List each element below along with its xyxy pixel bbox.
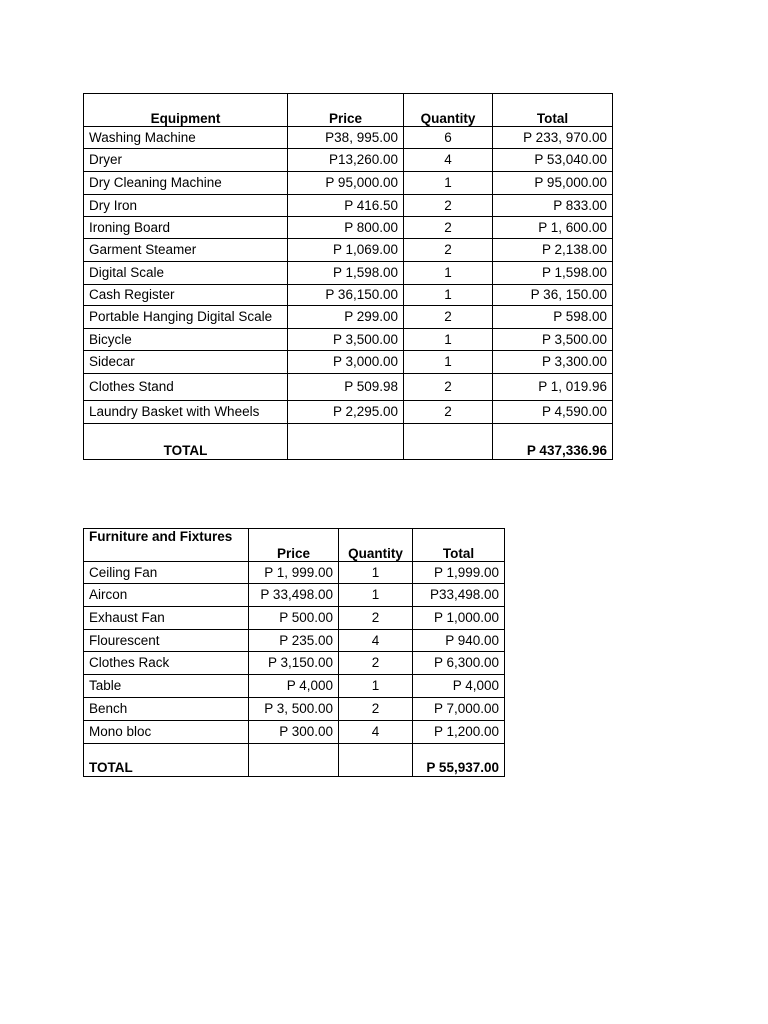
- equipment-row: [84, 329, 613, 351]
- equipment-quantity-cell: 2: [404, 195, 493, 217]
- equipment-price-cell: P 299.00: [288, 306, 404, 329]
- furniture-item-cell: Exhaust Fan: [84, 607, 249, 630]
- equipment-item-cell: Dry Iron: [84, 195, 288, 217]
- furniture-row: [84, 607, 505, 630]
- equipment-quantity-cell: 1: [404, 329, 493, 351]
- equipment-quantity-cell: 1: [404, 285, 493, 306]
- equipment-row: [84, 401, 613, 424]
- equipment-price-cell: P 3,500.00: [288, 329, 404, 351]
- furniture-quantity-cell: 4: [339, 721, 413, 744]
- equipment-row: [84, 262, 613, 285]
- furniture-header-total: Total: [413, 529, 505, 562]
- equipment-total-label: TOTAL: [84, 424, 288, 460]
- equipment-quantity-cell: 1: [404, 351, 493, 374]
- furniture-total-empty-cell: [249, 744, 339, 777]
- furniture-total-cell: P 1,000.00: [413, 607, 505, 630]
- equipment-total-cell: P 233, 970.00: [493, 127, 613, 149]
- furniture-quantity-cell: 1: [339, 584, 413, 607]
- equipment-total-cell: P 95,000.00: [493, 172, 613, 195]
- furniture-total-value: P 55,937.00: [413, 744, 505, 777]
- furniture-total-cell: P 7,000.00: [413, 698, 505, 721]
- equipment-header-quantity: Quantity: [404, 94, 493, 127]
- furniture-total-cell: P 1,999.00: [413, 562, 505, 584]
- furniture-price-cell: P 1, 999.00: [249, 562, 339, 584]
- equipment-price-cell: P 3,000.00: [288, 351, 404, 374]
- equipment-quantity-cell: 2: [404, 306, 493, 329]
- furniture-row: [84, 698, 505, 721]
- equipment-header-price: Price: [288, 94, 404, 127]
- furniture-total-row: [84, 744, 505, 777]
- furniture-price-cell: P 300.00: [249, 721, 339, 744]
- equipment-quantity-cell: 1: [404, 172, 493, 195]
- equipment-row: [84, 127, 613, 149]
- equipment-row: [84, 351, 613, 374]
- equipment-item-cell: Portable Hanging Digital Scale: [84, 306, 288, 329]
- equipment-row: [84, 374, 613, 401]
- furniture-quantity-cell: 2: [339, 607, 413, 630]
- furniture-price-cell: P 4,000: [249, 675, 339, 698]
- furniture-row: [84, 630, 505, 652]
- equipment-row: [84, 306, 613, 329]
- equipment-total-cell: P 598.00: [493, 306, 613, 329]
- furniture-item-cell: Flourescent: [84, 630, 249, 652]
- equipment-row: [84, 172, 613, 195]
- equipment-total-cell: P 4,590.00: [493, 401, 613, 424]
- furniture-header-item: Furniture and Fixtures: [84, 529, 249, 562]
- equipment-table: [83, 93, 613, 460]
- equipment-price-cell: P 1,069.00: [288, 239, 404, 262]
- equipment-total-empty-cell: [288, 424, 404, 460]
- equipment-total-cell: P 1,598.00: [493, 262, 613, 285]
- equipment-quantity-cell: 6: [404, 127, 493, 149]
- furniture-quantity-cell: 2: [339, 698, 413, 721]
- furniture-quantity-cell: 1: [339, 675, 413, 698]
- equipment-item-cell: Clothes Stand: [84, 374, 288, 401]
- furniture-item-cell: Table: [84, 675, 249, 698]
- equipment-total-value: P 437,336.96: [493, 424, 613, 460]
- furniture-total-cell: P 6,300.00: [413, 652, 505, 675]
- furniture-total-cell: P 4,000: [413, 675, 505, 698]
- equipment-total-cell: P 2,138.00: [493, 239, 613, 262]
- furniture-quantity-cell: 2: [339, 652, 413, 675]
- equipment-total-cell: P 36, 150.00: [493, 285, 613, 306]
- equipment-quantity-cell: 1: [404, 262, 493, 285]
- furniture-row: [84, 675, 505, 698]
- equipment-row: [84, 285, 613, 306]
- furniture-price-cell: P 3, 500.00: [249, 698, 339, 721]
- equipment-price-cell: P38, 995.00: [288, 127, 404, 149]
- equipment-row: [84, 149, 613, 172]
- equipment-row: [84, 239, 613, 262]
- equipment-total-row: [84, 424, 613, 460]
- equipment-total-cell: P 3,500.00: [493, 329, 613, 351]
- equipment-price-cell: P 2,295.00: [288, 401, 404, 424]
- furniture-total-cell: P 940.00: [413, 630, 505, 652]
- equipment-item-cell: Sidecar: [84, 351, 288, 374]
- equipment-price-cell: P 416.50: [288, 195, 404, 217]
- equipment-quantity-cell: 2: [404, 239, 493, 262]
- furniture-item-cell: Mono bloc: [84, 721, 249, 744]
- equipment-price-cell: P13,260.00: [288, 149, 404, 172]
- equipment-table-body: [84, 127, 613, 424]
- equipment-quantity-cell: 4: [404, 149, 493, 172]
- equipment-item-cell: Washing Machine: [84, 127, 288, 149]
- equipment-quantity-cell: 2: [404, 374, 493, 401]
- furniture-header-row: [84, 529, 505, 562]
- equipment-total-cell: P 1, 019.96: [493, 374, 613, 401]
- furniture-row: [84, 562, 505, 584]
- equipment-total-cell: P 1, 600.00: [493, 217, 613, 239]
- furniture-item-cell: Aircon: [84, 584, 249, 607]
- equipment-quantity-cell: 2: [404, 401, 493, 424]
- equipment-item-cell: Digital Scale: [84, 262, 288, 285]
- equipment-header-total: Total: [493, 94, 613, 127]
- equipment-quantity-cell: 2: [404, 217, 493, 239]
- furniture-price-cell: P 33,498.00: [249, 584, 339, 607]
- equipment-item-cell: Dry Cleaning Machine: [84, 172, 288, 195]
- equipment-item-cell: Ironing Board: [84, 217, 288, 239]
- equipment-total-cell: P 53,040.00: [493, 149, 613, 172]
- furniture-quantity-cell: 4: [339, 630, 413, 652]
- furniture-total-label: TOTAL: [84, 744, 249, 777]
- furniture-total-cell: P 1,200.00: [413, 721, 505, 744]
- equipment-price-cell: P 800.00: [288, 217, 404, 239]
- equipment-item-cell: Garment Steamer: [84, 239, 288, 262]
- furniture-row: [84, 721, 505, 744]
- furniture-header-quantity: Quantity: [339, 529, 413, 562]
- equipment-price-cell: P 36,150.00: [288, 285, 404, 306]
- furniture-item-cell: Clothes Rack: [84, 652, 249, 675]
- furniture-row: [84, 584, 505, 607]
- furniture-row: [84, 652, 505, 675]
- furniture-total-empty-cell: [339, 744, 413, 777]
- equipment-price-cell: P 509.98: [288, 374, 404, 401]
- furniture-price-cell: P 3,150.00: [249, 652, 339, 675]
- furniture-table: [83, 528, 505, 777]
- equipment-price-cell: P 1,598.00: [288, 262, 404, 285]
- equipment-item-cell: Bicycle: [84, 329, 288, 351]
- furniture-price-cell: P 500.00: [249, 607, 339, 630]
- equipment-total-cell: P 833.00: [493, 195, 613, 217]
- equipment-price-cell: P 95,000.00: [288, 172, 404, 195]
- furniture-table-body: [84, 562, 505, 744]
- equipment-header-row: [84, 94, 613, 127]
- equipment-total-empty-cell: [404, 424, 493, 460]
- equipment-row: [84, 195, 613, 217]
- furniture-total-cell: P33,498.00: [413, 584, 505, 607]
- furniture-item-cell: Bench: [84, 698, 249, 721]
- equipment-item-cell: Dryer: [84, 149, 288, 172]
- equipment-total-cell: P 3,300.00: [493, 351, 613, 374]
- furniture-price-cell: P 235.00: [249, 630, 339, 652]
- equipment-row: [84, 217, 613, 239]
- furniture-item-cell: Ceiling Fan: [84, 562, 249, 584]
- furniture-quantity-cell: 1: [339, 562, 413, 584]
- equipment-item-cell: Cash Register: [84, 285, 288, 306]
- equipment-header-item: Equipment: [84, 94, 288, 127]
- furniture-header-price: Price: [249, 529, 339, 562]
- equipment-item-cell: Laundry Basket with Wheels: [84, 401, 288, 424]
